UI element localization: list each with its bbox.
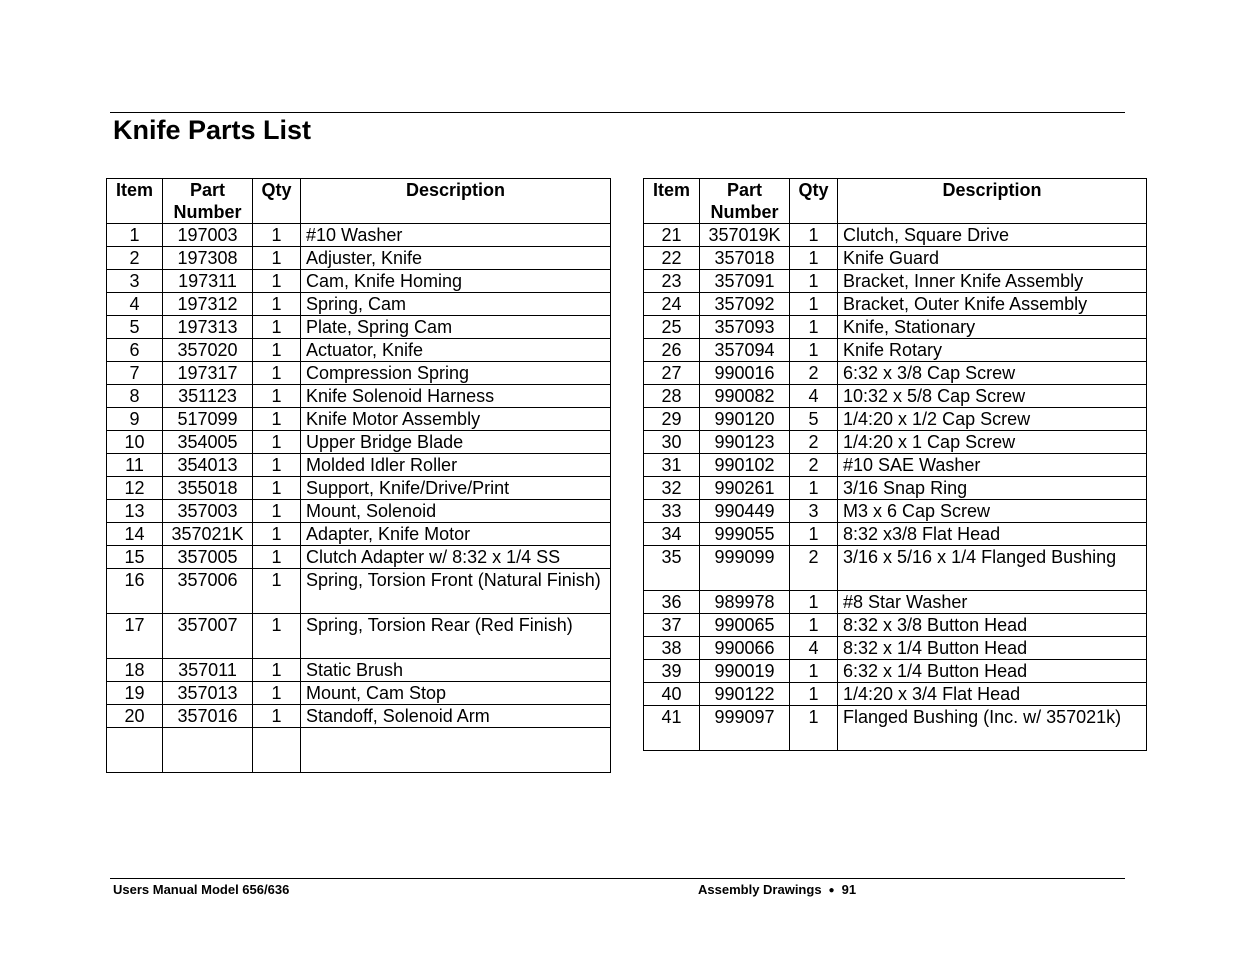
cell-part-number: 357093 (700, 316, 790, 339)
cell-qty: 1 (253, 293, 301, 316)
header-part-line2: Number (710, 202, 779, 222)
cell-description: M3 x 6 Cap Screw (838, 500, 1147, 523)
cell-qty: 1 (253, 454, 301, 477)
footer-page-number: 91 (841, 882, 857, 897)
cell-description: Bracket, Inner Knife Assembly (838, 270, 1147, 293)
table-row (107, 682, 611, 705)
cell-item: 19 (107, 682, 163, 705)
cell-item: 35 (644, 546, 700, 591)
cell-item: 10 (107, 431, 163, 454)
header-description: Description (838, 179, 1147, 224)
cell-description: 8:32 x 3/8 Button Head (838, 614, 1147, 637)
cell-description: 1/4:20 x 3/4 Flat Head (838, 683, 1147, 706)
table-row (107, 569, 611, 614)
table-row (644, 339, 1147, 362)
cell-part-number: 351123 (163, 385, 253, 408)
cell-qty: 1 (253, 614, 301, 659)
cell-description: #10 SAE Washer (838, 454, 1147, 477)
cell-item: 31 (644, 454, 700, 477)
cell-item: 22 (644, 247, 700, 270)
header-row (644, 179, 1147, 224)
cell-part-number: 357019K (700, 224, 790, 247)
cell-qty: 1 (790, 660, 838, 683)
cell-part-number: 990082 (700, 385, 790, 408)
cell-qty: 3 (790, 500, 838, 523)
cell-description: Plate, Spring Cam (301, 316, 611, 339)
cell-part-number: 357007 (163, 614, 253, 659)
table-row (107, 316, 611, 339)
table-row (107, 293, 611, 316)
table-row (107, 408, 611, 431)
cell-part-number: 357011 (163, 659, 253, 682)
cell-description: Compression Spring (301, 362, 611, 385)
header-part-number (700, 179, 790, 224)
table-row (644, 270, 1147, 293)
cell-description: Upper Bridge Blade (301, 431, 611, 454)
cell-item: 23 (644, 270, 700, 293)
cell-part-number: 990102 (700, 454, 790, 477)
cell-description: Knife Guard (838, 247, 1147, 270)
top-rule (110, 112, 1125, 113)
cell-part-number: 357092 (700, 293, 790, 316)
cell-item: 3 (107, 270, 163, 293)
cell-item: 41 (644, 706, 700, 751)
cell-part-number: 357013 (163, 682, 253, 705)
cell-qty: 1 (253, 339, 301, 362)
cell-part-number: 197003 (163, 224, 253, 247)
header-item: Item (644, 179, 700, 224)
cell-item: 28 (644, 385, 700, 408)
cell-qty: 1 (253, 224, 301, 247)
cell-description: 3/16 x 5/16 x 1/4 Flanged Bushing (838, 546, 1147, 591)
cell-qty: 1 (790, 523, 838, 546)
cell-part-number: 990261 (700, 477, 790, 500)
table-row (644, 477, 1147, 500)
cell-description: 6:32 x 1/4 Button Head (838, 660, 1147, 683)
table-row (644, 591, 1147, 614)
cell-description: Mount, Solenoid (301, 500, 611, 523)
cell-item: 25 (644, 316, 700, 339)
cell-part-number: 197317 (163, 362, 253, 385)
cell-part-number: 990016 (700, 362, 790, 385)
cell-part-number: 197313 (163, 316, 253, 339)
cell-part-number: 354013 (163, 454, 253, 477)
cell-qty: 1 (790, 339, 838, 362)
cell-description: Molded Idler Roller (301, 454, 611, 477)
cell-qty: 1 (790, 293, 838, 316)
table-row (644, 224, 1147, 247)
cell-description: Static Brush (301, 659, 611, 682)
cell-description: Clutch, Square Drive (838, 224, 1147, 247)
table-row (107, 454, 611, 477)
cell-part-number: 990066 (700, 637, 790, 660)
cell-qty: 1 (790, 316, 838, 339)
cell-description: Knife Solenoid Harness (301, 385, 611, 408)
cell-part-number: 990449 (700, 500, 790, 523)
footer-rule (110, 878, 1125, 879)
parts-table-right (643, 178, 1147, 751)
cell-part-number: 357005 (163, 546, 253, 569)
cell-part-number: 357094 (700, 339, 790, 362)
cell-item: 18 (107, 659, 163, 682)
cell-item: 14 (107, 523, 163, 546)
cell-part-number (163, 728, 253, 773)
cell-qty: 2 (790, 362, 838, 385)
cell-part-number: 197311 (163, 270, 253, 293)
table-row (644, 293, 1147, 316)
cell-item: 38 (644, 637, 700, 660)
table-row (107, 477, 611, 500)
cell-description: 6:32 x 3/8 Cap Screw (838, 362, 1147, 385)
cell-item: 8 (107, 385, 163, 408)
cell-item: 24 (644, 293, 700, 316)
cell-item: 29 (644, 408, 700, 431)
cell-part-number: 357016 (163, 705, 253, 728)
table-row (107, 247, 611, 270)
cell-part-number: 999097 (700, 706, 790, 751)
cell-description: Adapter, Knife Motor (301, 523, 611, 546)
header-part-number (163, 179, 253, 224)
table-row (644, 247, 1147, 270)
cell-part-number: 999099 (700, 546, 790, 591)
cell-qty: 1 (253, 659, 301, 682)
cell-part-number: 990120 (700, 408, 790, 431)
cell-part-number: 357018 (700, 247, 790, 270)
cell-item: 2 (107, 247, 163, 270)
cell-item: 21 (644, 224, 700, 247)
table-row (644, 362, 1147, 385)
header-qty: Qty (790, 179, 838, 224)
cell-qty: 1 (790, 224, 838, 247)
cell-part-number: 357006 (163, 569, 253, 614)
header-part-line1: Part (189, 180, 225, 200)
cell-item: 1 (107, 224, 163, 247)
cell-description: Mount, Cam Stop (301, 682, 611, 705)
cell-qty: 1 (253, 477, 301, 500)
cell-qty: 1 (253, 362, 301, 385)
table-row (107, 546, 611, 569)
cell-item: 37 (644, 614, 700, 637)
cell-qty: 1 (253, 523, 301, 546)
header-row (107, 179, 611, 224)
cell-part-number: 197308 (163, 247, 253, 270)
cell-item: 34 (644, 523, 700, 546)
table-row (644, 431, 1147, 454)
cell-qty: 1 (253, 385, 301, 408)
cell-qty: 1 (253, 500, 301, 523)
cell-description: Support, Knife/Drive/Print (301, 477, 611, 500)
cell-item: 40 (644, 683, 700, 706)
cell-qty: 2 (790, 546, 838, 591)
cell-part-number: 357020 (163, 339, 253, 362)
cell-description: Bracket, Outer Knife Assembly (838, 293, 1147, 316)
cell-description (301, 728, 611, 773)
cell-item: 30 (644, 431, 700, 454)
cell-description: Knife Rotary (838, 339, 1147, 362)
cell-part-number: 357021K (163, 523, 253, 546)
cell-description: 8:32 x 1/4 Button Head (838, 637, 1147, 660)
table-row (644, 660, 1147, 683)
cell-qty: 1 (253, 316, 301, 339)
table-row (644, 316, 1147, 339)
cell-part-number: 357003 (163, 500, 253, 523)
cell-qty: 1 (253, 546, 301, 569)
table-row (107, 339, 611, 362)
cell-part-number: 355018 (163, 477, 253, 500)
table-row (107, 614, 611, 659)
cell-item: 27 (644, 362, 700, 385)
cell-part-number: 197312 (163, 293, 253, 316)
table-row (107, 728, 611, 773)
cell-description: 3/16 Snap Ring (838, 477, 1147, 500)
cell-part-number: 357091 (700, 270, 790, 293)
cell-part-number: 990122 (700, 683, 790, 706)
cell-description: #10 Washer (301, 224, 611, 247)
cell-item: 39 (644, 660, 700, 683)
cell-qty: 1 (253, 431, 301, 454)
footer-manual-title: Users Manual Model 656/636 (113, 882, 290, 897)
cell-item: 6 (107, 339, 163, 362)
cell-item: 12 (107, 477, 163, 500)
cell-item: 17 (107, 614, 163, 659)
header-part-line2: Number (173, 202, 242, 222)
cell-description: #8 Star Washer (838, 591, 1147, 614)
cell-description: Spring, Torsion Rear (Red Finish) (301, 614, 611, 659)
cell-description: Spring, Cam (301, 293, 611, 316)
cell-item: 20 (107, 705, 163, 728)
cell-qty: 2 (790, 454, 838, 477)
cell-qty: 1 (253, 569, 301, 614)
cell-item: 16 (107, 569, 163, 614)
table-row (107, 270, 611, 293)
cell-description: 1/4:20 x 1 Cap Screw (838, 431, 1147, 454)
cell-description: Knife, Stationary (838, 316, 1147, 339)
table-row (644, 683, 1147, 706)
cell-qty: 1 (253, 247, 301, 270)
footer-section-page (698, 882, 856, 897)
cell-description: Knife Motor Assembly (301, 408, 611, 431)
parts-table-left (106, 178, 611, 773)
table-row (644, 385, 1147, 408)
table-row (107, 224, 611, 247)
cell-description: Spring, Torsion Front (Natural Finish) (301, 569, 611, 614)
table-row (644, 706, 1147, 751)
cell-qty: 1 (790, 477, 838, 500)
cell-item: 4 (107, 293, 163, 316)
table-row (107, 659, 611, 682)
header-description: Description (301, 179, 611, 224)
table-row (107, 362, 611, 385)
cell-part-number: 517099 (163, 408, 253, 431)
cell-description: 10:32 x 5/8 Cap Screw (838, 385, 1147, 408)
cell-part-number: 989978 (700, 591, 790, 614)
cell-description: Actuator, Knife (301, 339, 611, 362)
cell-description: Clutch Adapter w/ 8:32 x 1/4 SS (301, 546, 611, 569)
cell-description: Cam, Knife Homing (301, 270, 611, 293)
cell-qty (253, 728, 301, 773)
cell-item: 7 (107, 362, 163, 385)
cell-qty: 4 (790, 385, 838, 408)
table-row (107, 431, 611, 454)
table-row (644, 637, 1147, 660)
cell-qty: 1 (790, 591, 838, 614)
table-row (644, 614, 1147, 637)
cell-qty: 5 (790, 408, 838, 431)
cell-item: 36 (644, 591, 700, 614)
cell-qty: 1 (253, 682, 301, 705)
cell-qty: 1 (253, 705, 301, 728)
cell-qty: 1 (790, 683, 838, 706)
cell-qty: 1 (790, 614, 838, 637)
footer-section: Assembly Drawings (698, 882, 822, 897)
cell-qty: 1 (253, 408, 301, 431)
table-row (644, 500, 1147, 523)
table-row (644, 454, 1147, 477)
cell-description: 1/4:20 x 1/2 Cap Screw (838, 408, 1147, 431)
cell-part-number: 354005 (163, 431, 253, 454)
cell-part-number: 999055 (700, 523, 790, 546)
cell-item: 5 (107, 316, 163, 339)
cell-item (107, 728, 163, 773)
cell-qty: 1 (253, 270, 301, 293)
cell-item: 32 (644, 477, 700, 500)
cell-description: Standoff, Solenoid Arm (301, 705, 611, 728)
cell-item: 33 (644, 500, 700, 523)
header-item: Item (107, 179, 163, 224)
header-qty: Qty (253, 179, 301, 224)
cell-description: Adjuster, Knife (301, 247, 611, 270)
table-row (644, 408, 1147, 431)
table-row (107, 385, 611, 408)
table-row (644, 523, 1147, 546)
table-row (107, 705, 611, 728)
cell-qty: 1 (790, 706, 838, 751)
cell-qty: 1 (790, 270, 838, 293)
table-row (107, 500, 611, 523)
cell-item: 11 (107, 454, 163, 477)
table-row (107, 523, 611, 546)
cell-part-number: 990065 (700, 614, 790, 637)
page-title: Knife Parts List (113, 115, 312, 145)
cell-qty: 2 (790, 431, 838, 454)
cell-item: 9 (107, 408, 163, 431)
cell-qty: 1 (790, 247, 838, 270)
cell-item: 13 (107, 500, 163, 523)
cell-description: Flanged Bushing (Inc. w/ 357021k) (838, 706, 1147, 751)
cell-qty: 4 (790, 637, 838, 660)
bullet-icon: ● (828, 885, 835, 896)
cell-description: 8:32 x3/8 Flat Head (838, 523, 1147, 546)
cell-part-number: 990123 (700, 431, 790, 454)
table-row (644, 546, 1147, 591)
cell-part-number: 990019 (700, 660, 790, 683)
header-part-line1: Part (726, 180, 762, 200)
cell-item: 15 (107, 546, 163, 569)
cell-item: 26 (644, 339, 700, 362)
